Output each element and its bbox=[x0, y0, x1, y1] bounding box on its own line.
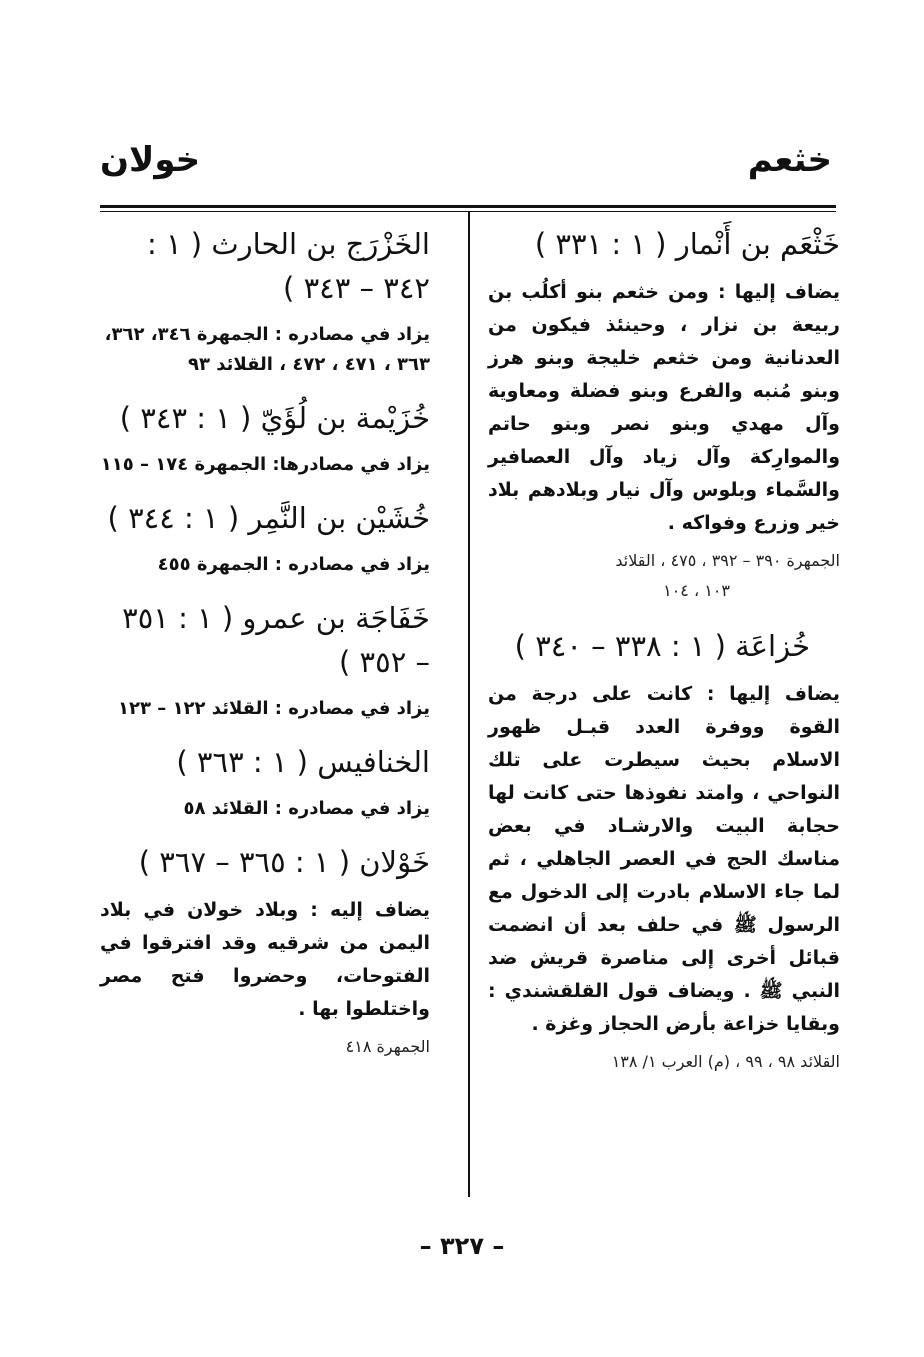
entry-sources-khushayn: يزاد في مصادره : الجمهرة ٤٥٥ bbox=[157, 554, 430, 575]
entry-title-khushayn: خُشَيْن بن النَّمِر ( ١ : ٣٤٤ ) bbox=[107, 501, 430, 535]
entry-body-khawlan: يضاف إليه : وبلاد خولان في بلاد اليمن من شرقيه وقد افترقوا في الفتوحات، وحضروا فتح مصر واختلطوا بها . bbox=[100, 899, 430, 1020]
page-number: – ٣٢٧ – bbox=[419, 1232, 505, 1260]
entry-title-khazraj: الخَزْرَج بن الحارث ( ١ : ٣٤٢ – ٣٤٣ ) bbox=[146, 227, 430, 305]
entry-sources-khanafis: يزاد في مصادره : القلائد ٥٨ bbox=[183, 798, 430, 819]
entry-title-khuzayma: خُزَيْمة بن لُؤَيّ ( ١ : ٣٤٣ ) bbox=[119, 401, 430, 435]
entry-body-khatham: يضاف إليها : ومن خثعم بنو أكلُب بن ربيعة بن نزار ، وحينئذ فيكون من العدنانية ومن خثعم خليجة وبنو هرز وبنو مُنبه والفرع وبنو فضلة ومعاوية وآل مهدي وبنو نصر وبنو حاتم والموارِكة وآل زياد وآل العصافير والسَّماء وبلوس وآل نيار وبلادهم بلاد خير وزرع وفواكه . bbox=[488, 281, 840, 534]
column-divider bbox=[468, 212, 470, 1197]
entry-ref-khatham: الجمهرة ٣٩٠ – ٣٩٢ ، ٤٧٥ ، القلائد bbox=[615, 551, 840, 570]
left-column bbox=[100, 222, 430, 1080]
running-head-right: خثعم bbox=[747, 140, 832, 180]
entry-sources-khafaja: يزاد في مصادره : القلائد ١٢٢ – ١٢٣ bbox=[118, 698, 430, 719]
entry-title-khanafis: الخنافيس ( ١ : ٣٦٣ ) bbox=[176, 745, 430, 779]
right-column bbox=[488, 222, 840, 1095]
running-head-left: خولان bbox=[100, 140, 201, 180]
entry-title-khafaja: خَفَاجَة بن عمرو ( ١ : ٣٥١ – ٣٥٢ ) bbox=[122, 601, 430, 679]
entry-ref-khuzaa: القلائد ٩٨ ، ٩٩ ، (م) العرب ١/ ١٣٨ bbox=[611, 1052, 840, 1071]
entry-ref-khatham-cont: ١٠٣ ، ١٠٤ bbox=[663, 581, 730, 600]
entry-sources-khuzayma: يزاد في مصادرها: الجمهرة ١٧٤ – ١١٥ bbox=[100, 454, 430, 475]
entry-title-khatham: خَثْعَم بن أَنْمار ( ١ : ٣٣١ ) bbox=[534, 227, 840, 261]
entry-body-khuzaa: يضاف إليها : كانت على درجة من القوة ووفرة العدد قبـل ظهور الاسلام بحيث سيطرت على تلك النواحي ، وامتد نفوذها حتى كانت لها حجابة البيت والارشـاد في بعض مناسك الحج في العصر الجاهلي ، ثم لما جاء الاسلام بادرت إلى الدخول مع الرسول ﷺ في حلف بعد أن انضمت قبائل أخرى إلى مناصرة قريش ضد النبي ﷺ . ويضاف قول القلقشندي : وبقايا خزاعة بأرض الحجاز وغزة . bbox=[488, 683, 840, 1035]
entry-title-khawlan: خَوْلان ( ١ : ٣٦٥ – ٣٦٧ ) bbox=[138, 845, 430, 879]
header-rule-thick bbox=[100, 205, 836, 208]
entry-sources-khazraj: يزاد في مصادره : الجمهرة ٣٤٦، ٣٦٢، ٣٦٣ ، ٤٧١ ، ٤٧٢ ، القلائد ٩٣ bbox=[104, 324, 430, 375]
entry-ref-khawlan: الجمهرة ٤١٨ bbox=[345, 1037, 430, 1056]
entry-title-khuzaa: خُزاعَة ( ١ : ٣٣٨ – ٣٤٠ ) bbox=[514, 629, 810, 663]
